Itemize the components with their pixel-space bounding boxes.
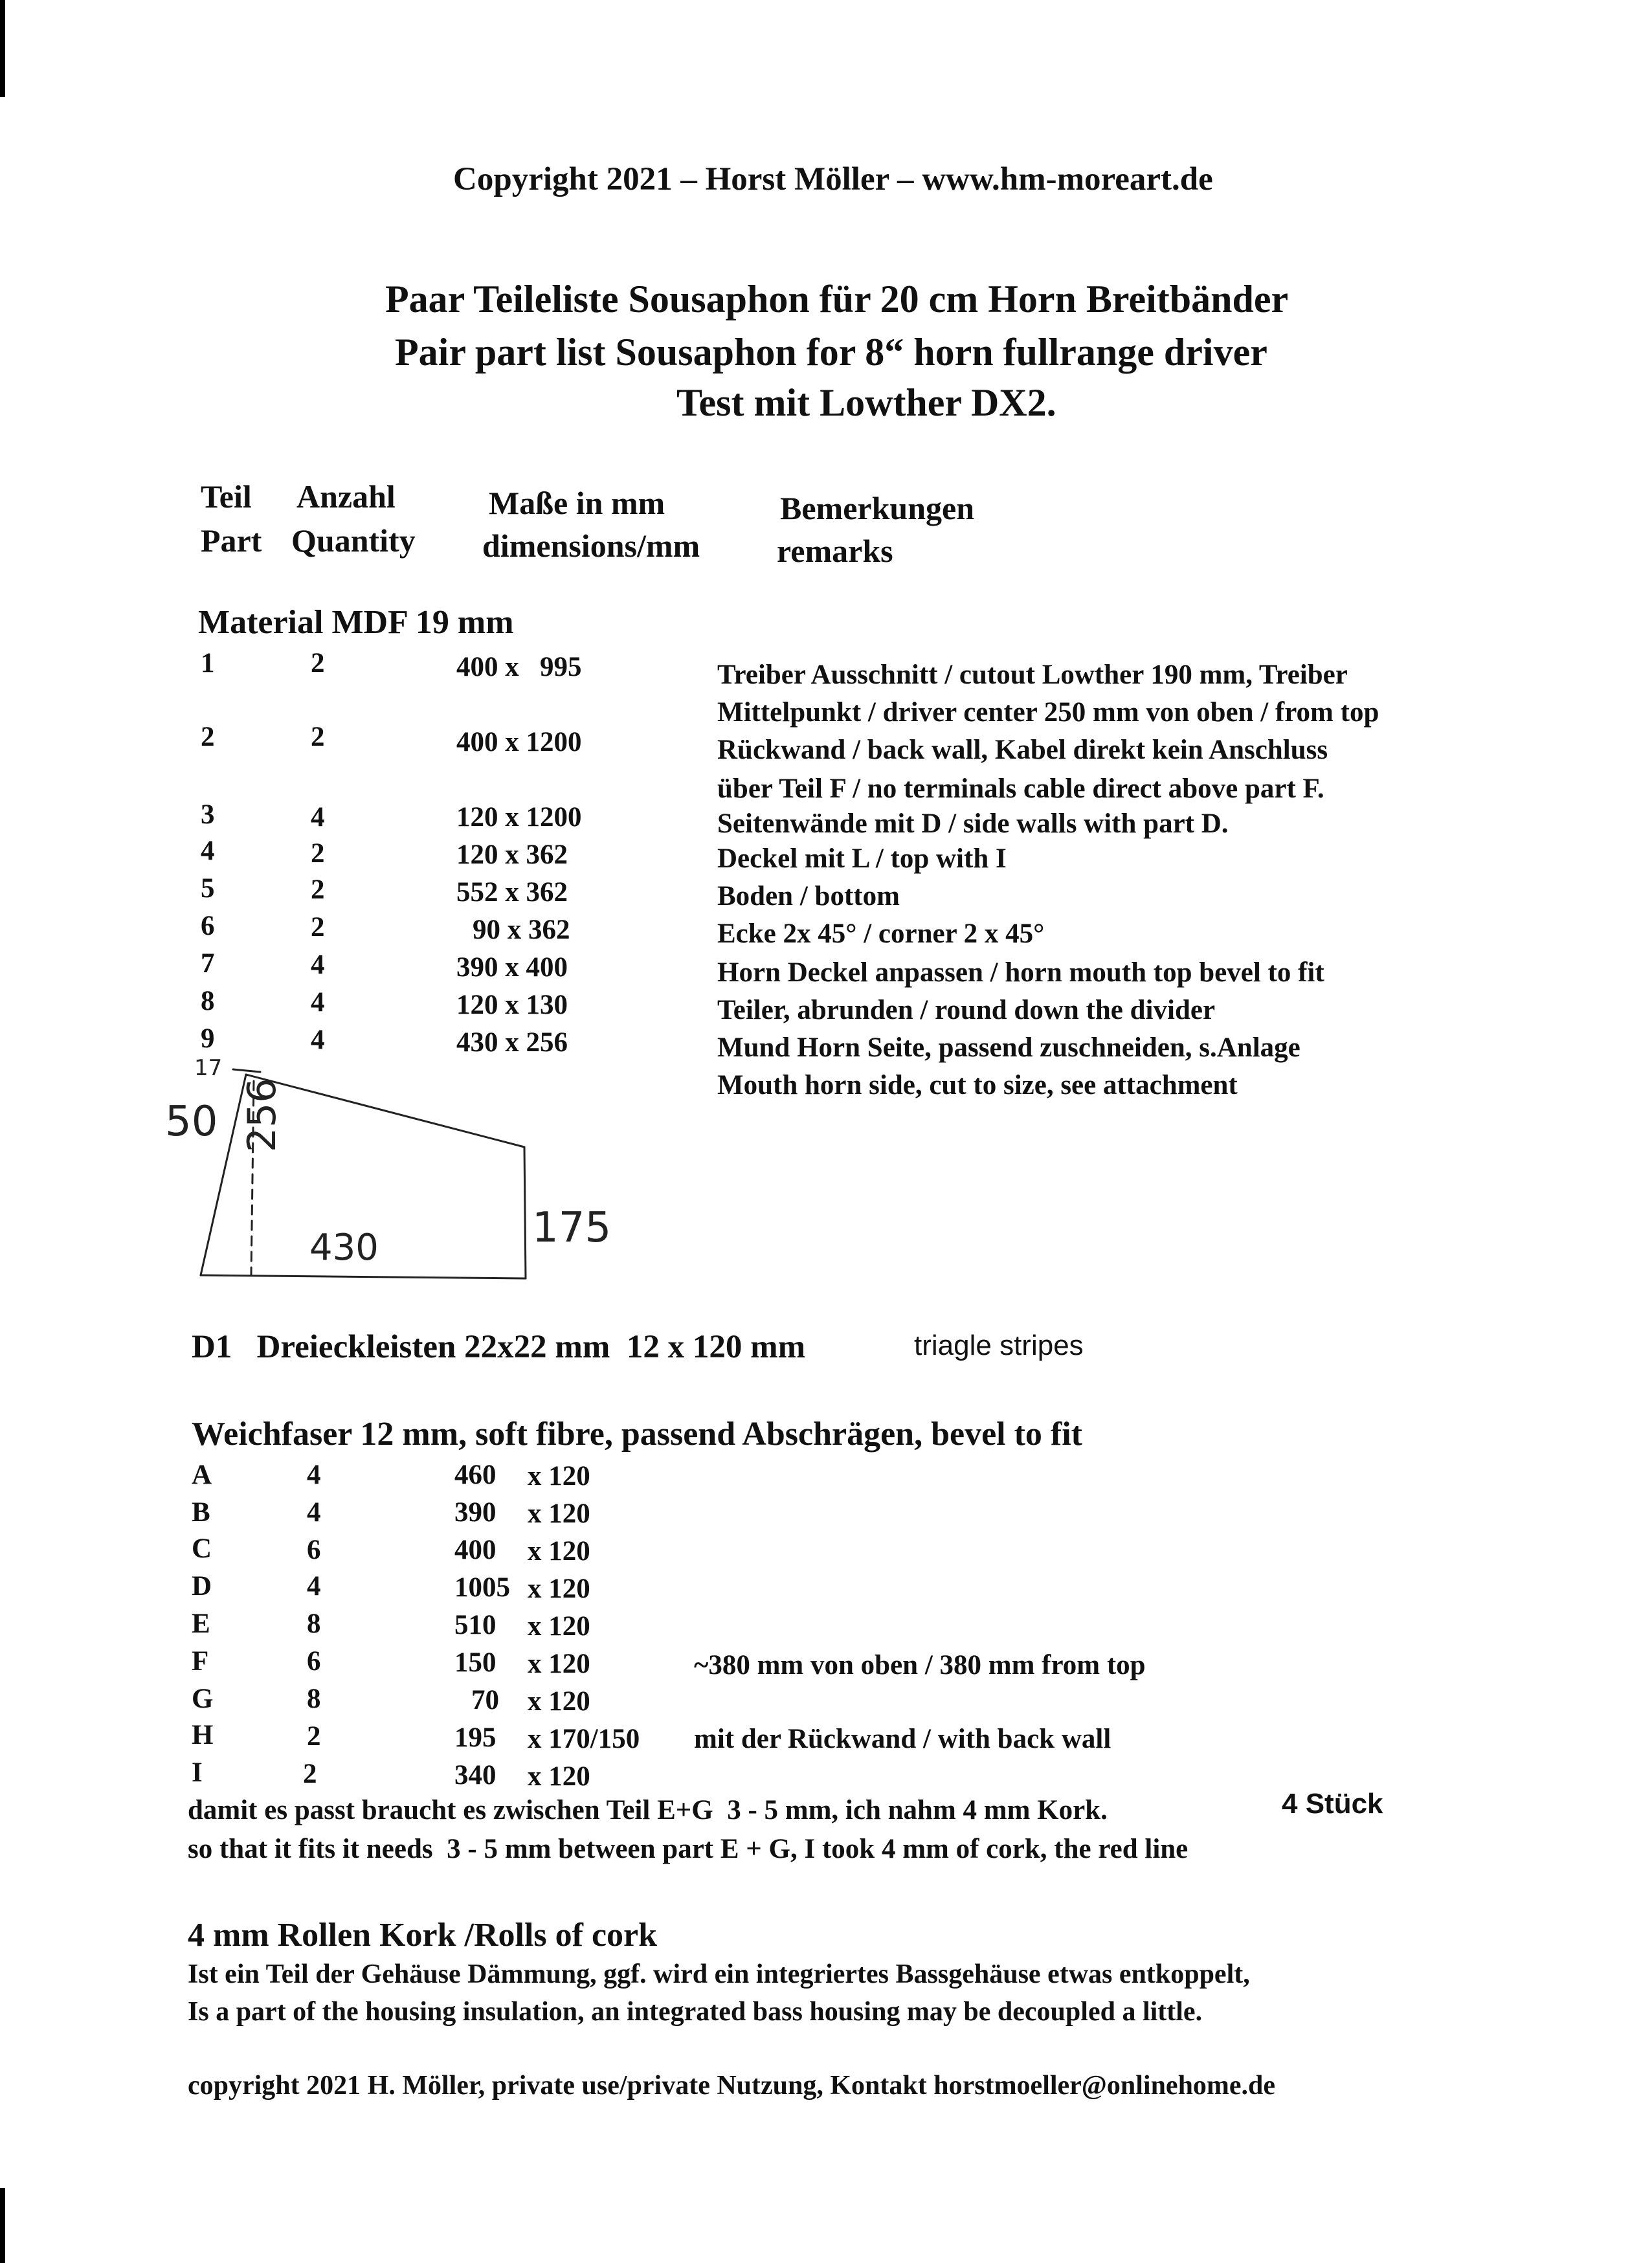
mdf-dim: 400 x 995 [456, 652, 582, 682]
mdf-dim: 430 x 256 [456, 1027, 568, 1058]
col-remarks-de: Bemerkungen [780, 490, 974, 526]
sketch-right-edge [524, 1147, 526, 1278]
sf-dim2: x 120 [528, 1686, 590, 1717]
sf-part: A [192, 1460, 212, 1490]
sf-qty: 6 [307, 1535, 321, 1565]
col-remarks-en: remarks [777, 533, 893, 569]
col-qty-en: Quantity [291, 522, 416, 559]
softfibre-note-de: damit es passt braucht es zwischen Teil E+G 3 - 5 mm, ich nahm 4 mm Kork. [188, 1795, 1108, 1825]
sketch-bottom-edge [201, 1275, 526, 1278]
sf-dim1: 340 [454, 1760, 497, 1790]
sf-part: I [192, 1757, 203, 1788]
copyright-header: Copyright 2021 – Horst Möller – www.hm-moreart.de [453, 161, 1213, 197]
mdf-qty: 4 [311, 950, 325, 980]
cork-heading: 4 mm Rollen Kork /Rolls of cork [188, 1917, 658, 1954]
mdf-remark: Boden / bottom [717, 881, 900, 911]
sf-qty: 4 [307, 1571, 321, 1601]
mdf-dim: 390 x 400 [456, 952, 568, 983]
strips-note: triagle stripes [914, 1330, 1084, 1361]
sketch-top-edge [246, 1075, 524, 1147]
sketch-top-tick [233, 1069, 260, 1072]
sf-qty: 8 [307, 1684, 321, 1714]
sf-dim1: 510 [454, 1610, 497, 1640]
sf-dim1: 400 [454, 1535, 497, 1565]
col-dim-de: Maße in mm [489, 485, 665, 521]
sf-part: G [192, 1684, 214, 1714]
scan-edge-top [0, 0, 5, 97]
mdf-dim: 120 x 1200 [456, 802, 582, 832]
sketch-left-label: 50 [165, 1098, 218, 1146]
mdf-part: 6 [201, 911, 215, 941]
sf-part: C [192, 1533, 212, 1564]
mdf-dim: 120 x 130 [456, 990, 568, 1020]
mdf-part: 3 [201, 799, 215, 830]
sf-dim1: 390 [454, 1497, 497, 1528]
sf-qty: 4 [307, 1460, 321, 1490]
mdf-heading: Material MDF 19 mm [198, 604, 514, 641]
mdf-remark: Rückwand / back wall, Kabel direkt kein Anschluss [717, 735, 1328, 765]
mdf-qty: 2 [311, 912, 325, 942]
sf-remark: mit der Rückwand / with back wall [694, 1724, 1111, 1754]
sf-qty: 6 [307, 1646, 321, 1677]
mdf-dim: 400 x 1200 [456, 727, 582, 757]
sf-dim1: 460 [454, 1460, 497, 1490]
col-part-de: Teil [201, 478, 252, 515]
sf-qty: 4 [307, 1497, 321, 1528]
sf-part: H [192, 1720, 214, 1750]
scan-edge-bottom [0, 2188, 5, 2263]
sf-dim2: x 120 [528, 1611, 590, 1642]
sf-dim1: 70 [471, 1685, 499, 1715]
sf-remark: ~380 mm von oben / 380 mm from top [694, 1650, 1146, 1680]
mdf-qty: 4 [311, 987, 325, 1018]
sf-qty: 8 [307, 1609, 321, 1639]
col-part-en: Part [201, 522, 262, 559]
mdf-qty: 2 [311, 838, 325, 869]
sf-dim1: 150 [454, 1647, 497, 1678]
mdf-remark: Ecke 2x 45° / corner 2 x 45° [717, 919, 1045, 949]
sf-part: D [192, 1571, 212, 1601]
sf-qty: 2 [307, 1721, 321, 1752]
mdf-part: 7 [201, 948, 215, 979]
mdf-part: 8 [201, 986, 215, 1016]
sf-part: E [192, 1609, 210, 1639]
mdf-part: 5 [201, 873, 215, 904]
sf-part: B [192, 1497, 210, 1528]
sketch-top-mark: 17 [194, 1055, 223, 1081]
sf-dim2: x 120 [528, 1574, 590, 1604]
strips-line: D1 Dreieckleisten 22x22 mm 12 x 120 mm [192, 1329, 806, 1365]
sf-dim2: x 170/150 [528, 1724, 640, 1754]
footer-copyright: copyright 2021 H. Möller, private use/private Nutzung, Kontakt horstmoeller@onlinehome.de [188, 2071, 1276, 2101]
mdf-part: 2 [201, 722, 215, 752]
mdf-qty: 2 [311, 648, 325, 678]
mdf-qty: 2 [311, 875, 325, 905]
mdf-remark-2: über Teil F / no terminals cable direct above part F. [717, 774, 1324, 804]
cork-line-de: Ist ein Teil der Gehäuse Dämmung, ggf. wird ein integriertes Bassgehäuse etwas entkoppelt, [188, 1959, 1250, 1989]
mdf-remark-2: Mouth horn side, cut to size, see attachment [717, 1070, 1238, 1100]
col-dim-en: dimensions/mm [482, 528, 700, 564]
mdf-remark: Seitenwände mit D / side walls with part D. [717, 808, 1229, 839]
mdf-qty: 2 [311, 722, 325, 752]
softfibre-note-badge: 4 Stück [1282, 1788, 1383, 1820]
mdf-part: 4 [201, 836, 215, 866]
title-english: Pair part list Sousaphon for 8“ horn fullrange driver [395, 331, 1267, 373]
mdf-qty: 4 [311, 802, 325, 832]
sf-dim2: x 120 [528, 1761, 590, 1792]
mdf-part: 1 [201, 648, 215, 678]
col-qty-de: Anzahl [296, 478, 396, 515]
cork-line-en: Is a part of the housing insulation, an integrated bass housing may be decoupled a little. [188, 1997, 1203, 2027]
mdf-remark: Teiler, abrunden / round down the divider [717, 995, 1216, 1025]
mdf-remark: Treiber Ausschnitt / cutout Lowther 190 mm, Treiber [717, 660, 1348, 690]
sf-dim1: 195 [454, 1722, 497, 1753]
mdf-dim: 552 x 362 [456, 877, 568, 908]
mdf-remark: Mund Horn Seite, passend zuschneiden, s.Anlage [717, 1032, 1300, 1063]
mdf-remark: Deckel mit L / top with I [717, 843, 1007, 874]
mdf-qty: 4 [311, 1025, 325, 1055]
subtitle: Test mit Lowther DX2. [676, 381, 1056, 424]
sf-qty: 2 [303, 1759, 317, 1789]
mdf-part: 9 [201, 1023, 215, 1054]
softfibre-note-en: so that it fits it needs 3 - 5 mm between part E + G, I took 4 mm of cork, the red line [188, 1834, 1189, 1864]
sf-dim2: x 120 [528, 1536, 590, 1566]
sketch-height-label: 256 [240, 1078, 285, 1152]
mdf-remark: Horn Deckel anpassen / horn mouth top bevel to fit [717, 957, 1324, 988]
title-german: Paar Teileliste Sousaphon für 20 cm Horn Breitbänder [385, 278, 1289, 320]
sketch-bottom-label: 430 [309, 1227, 379, 1269]
sketch-right-label: 175 [532, 1204, 612, 1252]
sf-dim1: 1005 [454, 1572, 510, 1603]
mdf-remark-2: Mittelpunkt / driver center 250 mm von oben / from top [717, 697, 1379, 728]
sf-part: F [192, 1646, 209, 1677]
sf-dim2: x 120 [528, 1499, 590, 1529]
mdf-dim: 120 x 362 [456, 840, 568, 870]
sf-dim2: x 120 [528, 1649, 590, 1679]
softfibre-heading: Weichfaser 12 mm, soft fibre, passend Abschrägen, bevel to fit [192, 1416, 1082, 1453]
mdf-dim: 90 x 362 [473, 915, 570, 945]
sf-dim2: x 120 [528, 1461, 590, 1491]
